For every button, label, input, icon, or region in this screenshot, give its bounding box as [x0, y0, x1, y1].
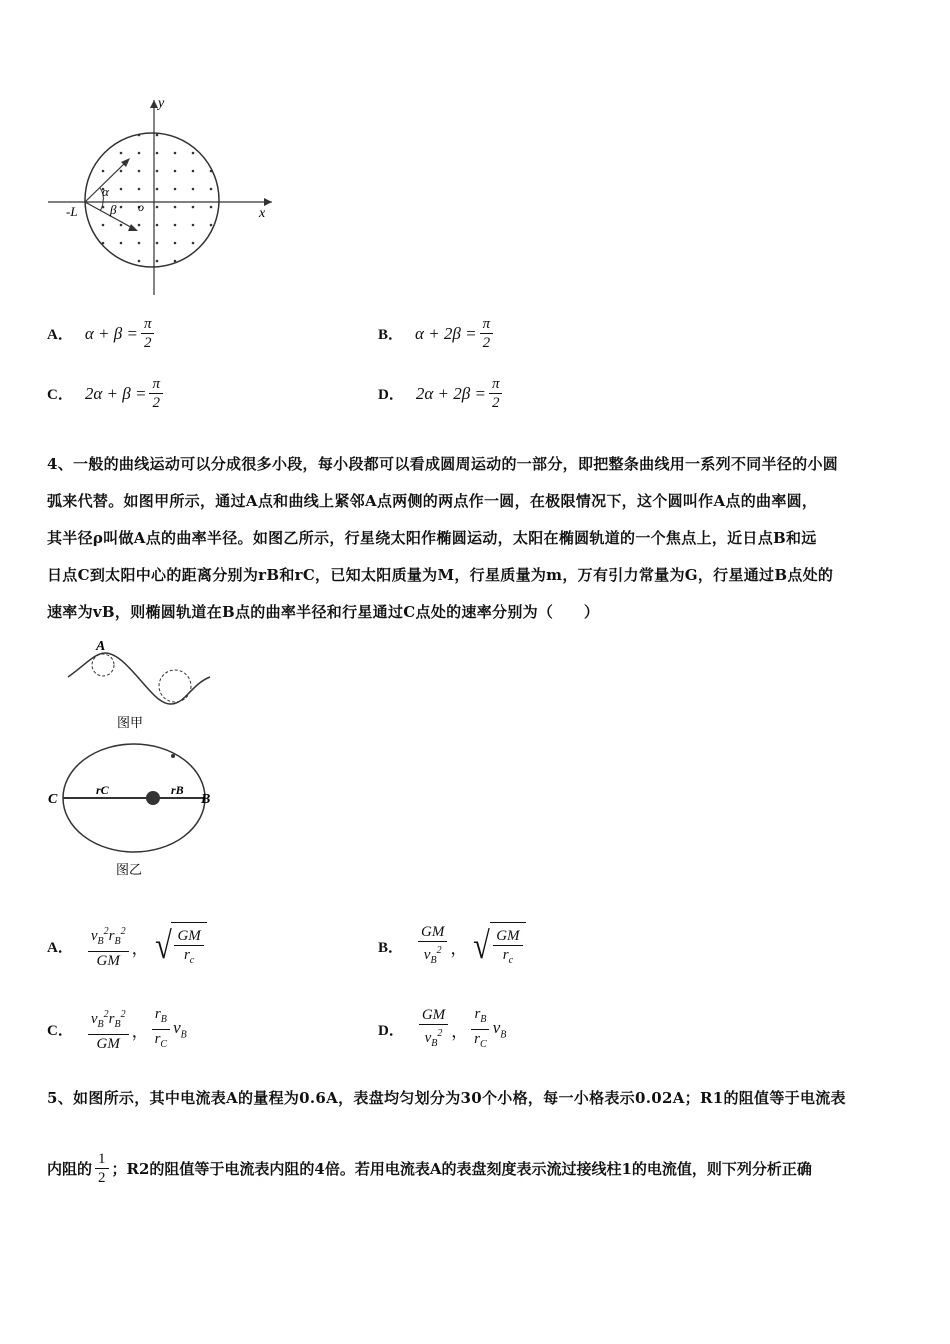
point-a-label: A: [96, 639, 106, 654]
y-axis-label: y: [158, 96, 165, 111]
option-expression: α + 2β = $\frac{\pi}{2}$: [415, 315, 496, 352]
orbit-diagram-svg: [40, 738, 225, 883]
figure-jia-caption: 图甲: [117, 716, 144, 731]
sun: [146, 791, 160, 805]
planet: [171, 754, 175, 758]
option-expression: $\frac{GM}{v_B^2}$ ， $\frac{r_B}{r_C}$ $v_B$: [416, 1005, 507, 1054]
q4-line-5: 速率为vB，则椭圆轨道在B点的曲率半径和行星通过C点处的速率分别为（ ）: [47, 603, 600, 621]
beta-label: β: [110, 202, 117, 217]
rb-label: rB: [171, 783, 184, 797]
option-expression: $\frac{v_B^2r_B^2}{GM}$ ， $\frac{r_B}{r_C}$ $v_B$: [85, 1005, 187, 1054]
option-expression: 2α + β = $\frac{\pi}{2}$: [85, 375, 166, 412]
option-label: B．: [378, 327, 404, 343]
origin-label: o: [138, 200, 144, 214]
option-expression: α + β = $\frac{\pi}{2}$: [85, 315, 158, 352]
option-expression: 2α + 2β = $\frac{\pi}{2}$: [416, 375, 506, 412]
option-label: D．: [378, 1023, 404, 1039]
q3-option-a[interactable]: [47, 315, 157, 352]
option-label: A．: [47, 327, 73, 343]
option-label: C．: [47, 387, 73, 403]
figure-jia: [60, 635, 220, 735]
point-minus-l-label: -L: [66, 204, 78, 219]
field-circle: [85, 133, 219, 267]
figure-yi-caption: 图乙: [116, 863, 143, 878]
curvature-circle-a: [92, 654, 114, 676]
q4-line-2: 弧来代替。如图甲所示，通过A点和曲线上紧邻A点两侧的两点作一圆，在极限情况下，这个圆叫作A点的曲率圆，: [47, 492, 818, 510]
option-label: A．: [47, 939, 73, 956]
field-diagram-svg: [40, 90, 280, 300]
question-5-line-1: 5、如图所示，其中电流表A的量程为0.6A，表盘均匀划分为30个小格，每一小格表示0.02A；R1的阻值等于电流表: [47, 1089, 846, 1107]
curvature-circle-2: [159, 670, 191, 702]
option-expression: $\frac{v_B^2r_B^2}{GM}$ ， √ $\frac{GM}{r_c}$: [85, 922, 207, 970]
half-fraction: $\frac{1}{2}$: [95, 1150, 109, 1187]
q3-option-b[interactable]: [378, 315, 496, 352]
q4-line-4: 日点C到太阳中心的距离分别为rB和rC，已知太阳质量为M，行星质量为m，万有引力常量为G，行星通过B点处的: [47, 566, 834, 584]
rc-label: rC: [96, 783, 109, 797]
point-c-label: C: [48, 792, 58, 807]
option-label: C．: [47, 1023, 73, 1039]
question-5-line-2: 内阻的 $\frac{1}{2}$ ；R2的阻值等于电流表内阻的4倍。若用电流表A的表盘刻度表示流过接线柱1的电流值，则下列分析正确: [47, 1151, 812, 1186]
figure-yi: [40, 738, 225, 883]
curve-diagram-svg: [60, 635, 220, 735]
q3-option-c[interactable]: [47, 375, 166, 412]
q4-option-b[interactable]: [378, 922, 526, 970]
q3-option-d[interactable]: [378, 375, 505, 412]
magnetic-field-figure: [40, 90, 280, 300]
option-label: D．: [378, 387, 404, 403]
point-b-label: B: [201, 792, 211, 807]
option-label: B．: [378, 939, 404, 956]
q4-option-a[interactable]: [47, 922, 207, 970]
option-expression: $\frac{GM}{v_B^2}$ ， √ $\frac{GM}{r_c}$: [415, 922, 526, 970]
q4-line-1: 4、一般的曲线运动可以分成很多小段，每小段都可以看成圆周运动的一部分，即把整条曲线用一系列不同半径的小圆: [47, 455, 839, 473]
q4-line-3: 其半径ρ叫做A点的曲率半径。如图乙所示，行星绕太阳作椭圆运动，太阳在椭圆轨道的一个焦点上，近日点B和远: [47, 529, 817, 547]
question-4-text: [47, 446, 907, 631]
x-axis-label: x: [259, 206, 266, 221]
q4-option-c[interactable]: [47, 1005, 187, 1054]
alpha-label: α: [102, 184, 109, 199]
q4-option-d[interactable]: [378, 1005, 506, 1054]
